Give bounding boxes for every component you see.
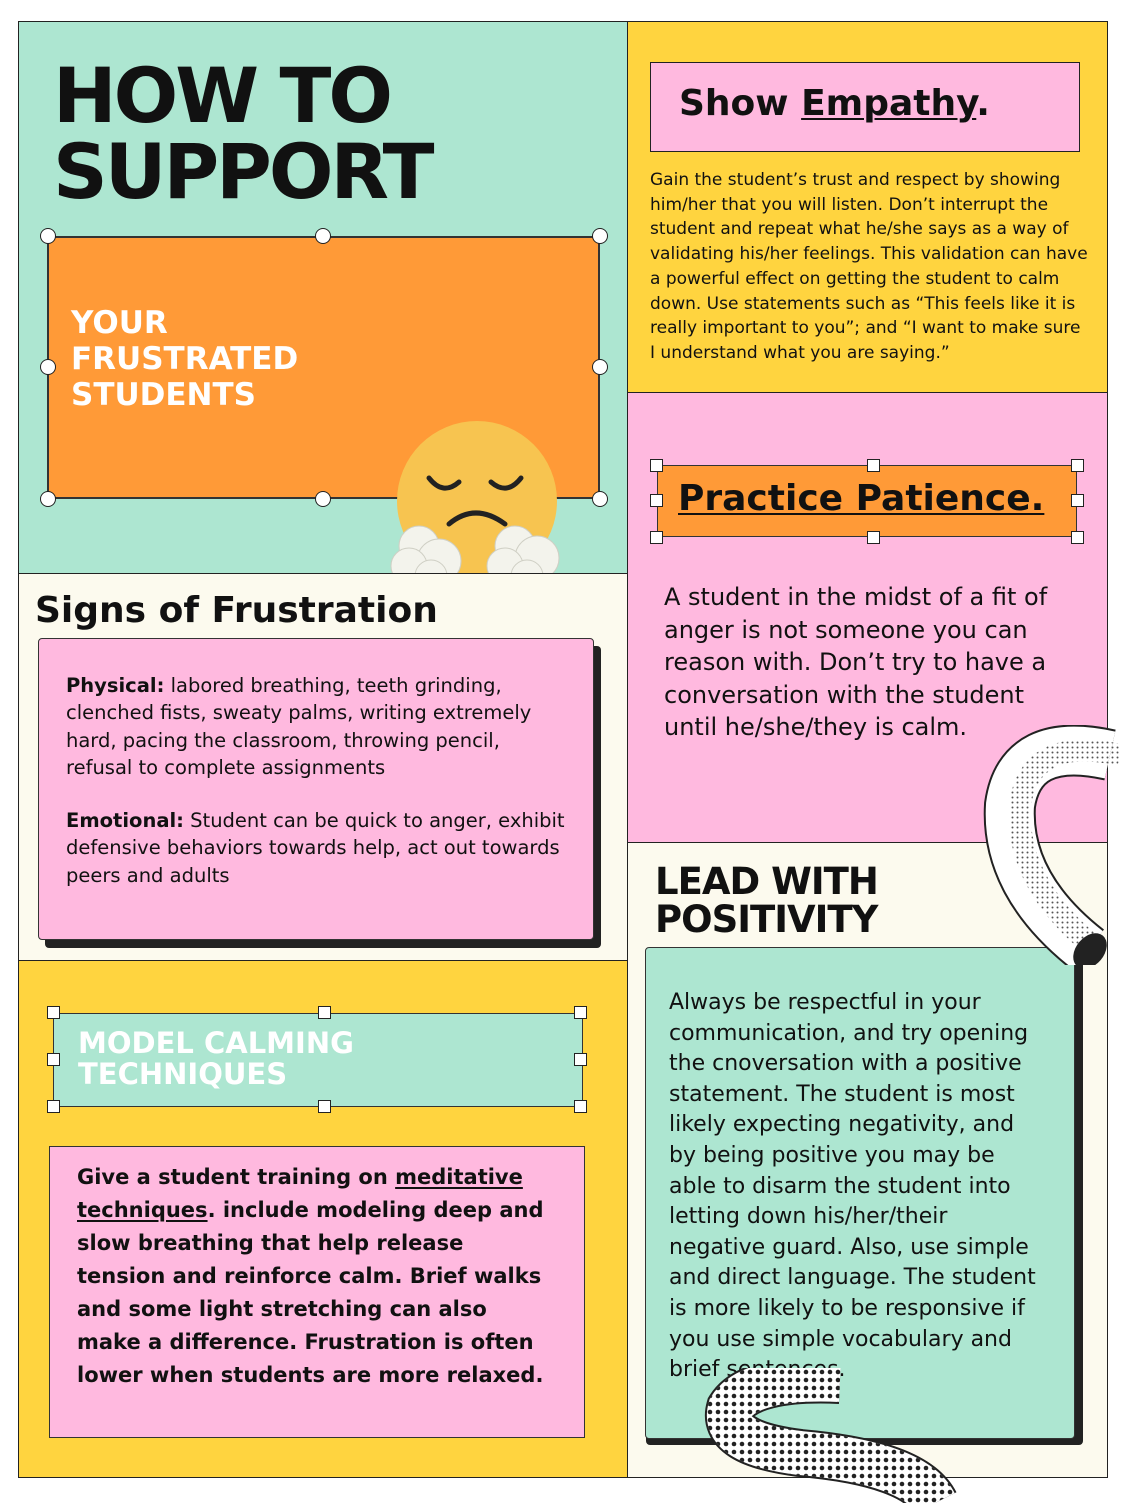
resize-handle[interactable] bbox=[40, 359, 56, 375]
empathy-heading-box bbox=[650, 62, 1080, 152]
empathy-body: Gain the student’s trust and respect by showing him/her that you will listen. Don’t interrupt the student and repeat what he/she says as a way of validating his/her feelings. This validation can have a powerful effect on getting the student to calm down. Use statements such as “This feels like it is really important to you”; and “I want to make sure I understand what you are saying.” bbox=[650, 170, 1088, 363]
resize-handle[interactable] bbox=[47, 1100, 60, 1113]
resize-handle[interactable] bbox=[650, 459, 663, 472]
empathy-panel bbox=[627, 21, 1108, 393]
resize-handle[interactable] bbox=[867, 531, 880, 544]
emotional-signs: Emotional: Student can be quick to anger, exhibit defensive behaviors towards help, act out towards peers and adults bbox=[66, 809, 565, 887]
calming-body: Give a student training on meditative techniques. include modeling deep and slow breathing that help release tension and reinforce calm. Brief walks and some light stretching can also make a difference. Frustration is often lower when students are more relaxed. bbox=[77, 1165, 544, 1387]
resize-handle[interactable] bbox=[315, 491, 331, 507]
empathy-heading: Show Empathy. bbox=[679, 83, 990, 124]
signs-heading: Signs of Frustration bbox=[35, 590, 438, 631]
patience-heading-box[interactable] bbox=[657, 465, 1077, 537]
physical-signs: Physical: labored breathing, teeth grinding, clenched fists, sweaty palms, writing extremely hard, pacing the classroom, throwing pencil, refusal to complete assignments bbox=[66, 674, 532, 779]
resize-handle[interactable] bbox=[318, 1100, 331, 1113]
resize-handle[interactable] bbox=[1071, 459, 1084, 472]
signs-box bbox=[38, 638, 594, 940]
resize-handle[interactable] bbox=[1071, 531, 1084, 544]
subtitle-line-1: YOUR bbox=[71, 305, 168, 341]
page-title-line-1: HOW TO bbox=[53, 51, 390, 140]
calming-heading-box[interactable] bbox=[53, 1013, 583, 1107]
resize-handle[interactable] bbox=[574, 1006, 587, 1019]
positivity-heading: LEAD WITH POSITIVITY bbox=[655, 860, 878, 941]
patience-body: A student in the midst of a fit of anger is not someone you can reason with. Don’t try to have a conversation with the student until he/she/they is calm. bbox=[664, 583, 1048, 741]
subtitle-line-3: STUDENTS bbox=[71, 377, 256, 413]
resize-handle[interactable] bbox=[574, 1100, 587, 1113]
resize-handle[interactable] bbox=[592, 491, 608, 507]
resize-handle[interactable] bbox=[592, 359, 608, 375]
subtitle-line-2: FRUSTRATED bbox=[71, 341, 299, 377]
calming-heading: MODEL CALMING TECHNIQUES bbox=[78, 1026, 354, 1091]
resize-handle[interactable] bbox=[592, 228, 608, 244]
resize-handle[interactable] bbox=[40, 228, 56, 244]
title-panel bbox=[18, 21, 628, 574]
resize-handle[interactable] bbox=[47, 1053, 60, 1066]
signs-panel bbox=[18, 573, 628, 961]
subtitle bbox=[71, 305, 298, 413]
positivity-box bbox=[645, 947, 1075, 1439]
resize-handle[interactable] bbox=[318, 1006, 331, 1019]
positivity-body: Always be respectful in your communication, and try opening the cnoversation with a positive statement. The student is most likely expecting negativity, and by being positive you may be able to disarm the student into letting down his/her/their negative guard. Also, use simple and direct language. The student is more likely to be responsive if you use simple vocabulary and brief sentences. bbox=[669, 990, 1036, 1383]
empathy-link[interactable]: Empathy bbox=[801, 83, 977, 124]
resize-handle[interactable] bbox=[1071, 494, 1084, 507]
resize-handle[interactable] bbox=[574, 1053, 587, 1066]
curved-tube-decoration bbox=[980, 725, 1120, 965]
meditative-techniques-link[interactable]: meditative techniques bbox=[77, 1165, 523, 1222]
resize-handle[interactable] bbox=[650, 494, 663, 507]
resize-handle[interactable] bbox=[315, 228, 331, 244]
resize-handle[interactable] bbox=[47, 1006, 60, 1019]
resize-handle[interactable] bbox=[40, 491, 56, 507]
calming-box bbox=[49, 1146, 585, 1438]
resize-handle[interactable] bbox=[650, 531, 663, 544]
frustrated-face-icon bbox=[387, 416, 567, 596]
calming-panel bbox=[18, 960, 628, 1478]
patience-heading: Practice Patience. bbox=[678, 478, 1045, 519]
page-title-line-2: SUPPORT bbox=[53, 127, 432, 216]
dotted-squiggle-decoration bbox=[690, 1368, 1000, 1503]
resize-handle[interactable] bbox=[867, 459, 880, 472]
page-title bbox=[53, 51, 432, 216]
